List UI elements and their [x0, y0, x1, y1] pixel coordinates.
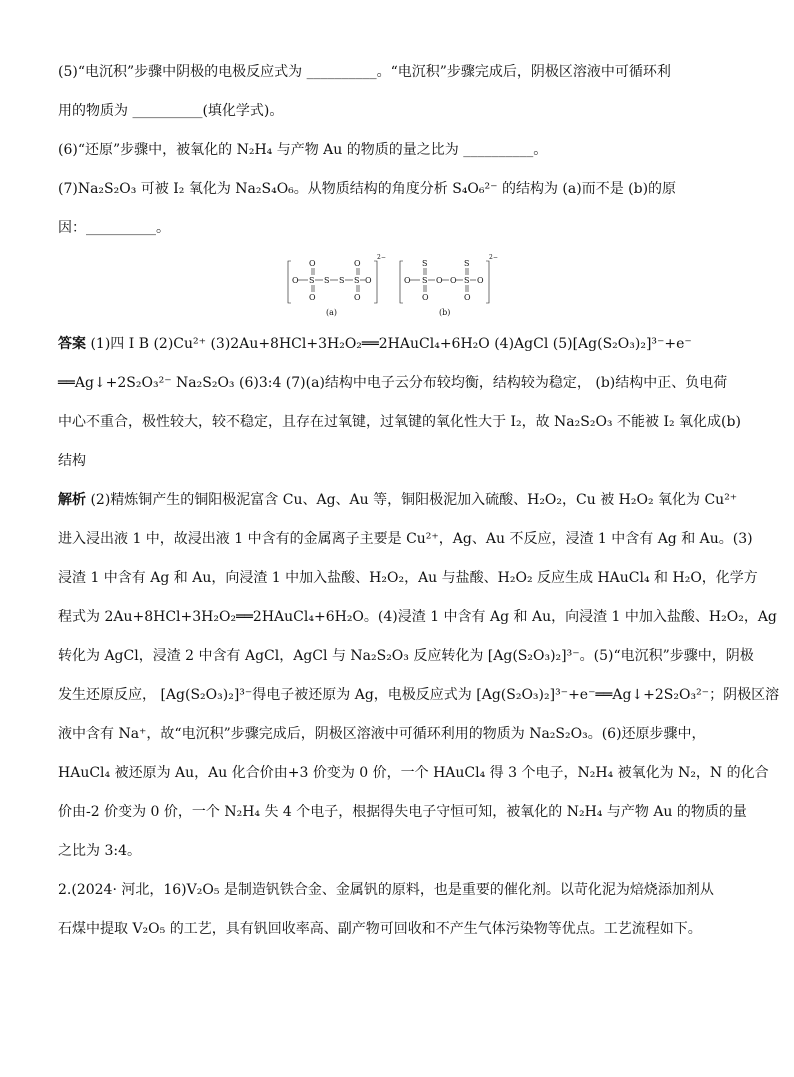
atom-s: S: [354, 276, 360, 285]
analysis-line-4: 程式为 2Au+8HCl+3H₂O₂══2HAuCl₄+6H₂O。(4)浸渣 1 中含有 Ag 和 Au，向浸渣 1 中加入盐酸、H₂O₂，Ag: [58, 609, 777, 625]
analysis-line-5: 转化为 AgCl，浸渣 2 中含有 AgCl，AgCl 与 Na₂S₂O₃ 反应转化为 [Ag(S₂O₃)₂]³⁻。(5)“电沉积”步骤中，阴极: [58, 648, 754, 664]
charge-a: 2−: [377, 254, 386, 261]
atom-s: S: [464, 259, 470, 268]
answer-text: (1)四 Ⅰ B (2)Cu²⁺ (3)2Au+8HCl+3H₂O₂══2HAuCl₄+6H₂O (4)AgCl (5)[Ag(S₂O₃)₂]³⁻+e⁻: [90, 336, 692, 352]
atom-s: S: [339, 276, 345, 285]
question-2-line-2: 石煤中提取 V₂O₅ 的工艺，具有钒回收率高、副产物可回收和不产生气体污染物等优点。工艺流程如下。: [58, 921, 702, 937]
answer-line-3: 中心不重合，极性较大，较不稳定，且存在过氧键，过氧键的氧化性大于 I₂，故 Na₂S₂O₃ 不能被 I₂ 氧化成(b): [58, 414, 741, 430]
atom-o: O: [477, 276, 484, 285]
structure-b: [400, 254, 498, 317]
atom-s: S: [422, 276, 428, 285]
atom-o: O: [354, 293, 361, 302]
atom-s: S: [324, 276, 330, 285]
analysis-line-9: 价由-2 价变为 0 价，一个 N₂H₄ 失 4 个电子，根据得失电子守恒可知，被氧化的 N₂H₄ 与产物 Au 的物质的量: [58, 804, 747, 820]
analysis-line-3: 浸渣 1 中含有 Ag 和 Au，向浸渣 1 中加入盐酸、H₂O₂，Au 与盐酸、H₂O₂ 反应生成 HAuCl₄ 和 H₂O，化学方: [58, 570, 758, 586]
structure-a: [288, 254, 386, 317]
question-7-line-1: (7)Na₂S₂O₃ 可被 I₂ 氧化为 Na₂S₄O₆。从物质结构的角度分析 S₄O₆²⁻ 的结构为 (a)而不是 (b)的原: [58, 181, 677, 197]
analysis-line-8: HAuCl₄ 被还原为 Au，Au 化合价由+3 价变为 0 价，一个 HAuCl₄ 得 3 个电子，N₂H₄ 被氧化为 N₂，N 的化合: [58, 765, 769, 781]
analysis-line-6: 发生还原反应， [Ag(S₂O₃)₂]³⁻得电子被还原为 Ag，电极反应式为 [Ag(S₂O₃)₂]³⁻+e⁻══Ag↓+2S₂O₃²⁻；阴极区溶: [58, 687, 780, 703]
structure-diagram: [285, 253, 510, 323]
question-6: (6)“还原”步骤中，被氧化的 N₂H₄ 与产物 Au 的物质的量之比为 __________。: [58, 142, 548, 158]
atom-o: O: [365, 276, 372, 285]
analysis-line-7: 液中含有 Na⁺，故“电沉积”步骤完成后，阴极区溶液中可循环利用的物质为 Na₂S₂O₃。(6)还原步骤中，: [58, 726, 706, 742]
answer-line-4: 结构: [58, 453, 86, 469]
answer-line-1: [58, 334, 754, 354]
answer-line-2: ══Ag↓+2S₂O₃²⁻ Na₂S₂O₃ (6)3:4 (7)(a)结构中电子云分布较均衡，结构较为稳定， (b)结构中正、负电荷: [58, 375, 728, 391]
atom-s: S: [422, 259, 428, 268]
atom-o: O: [309, 293, 316, 302]
charge-b: 2−: [489, 254, 498, 261]
atom-o: O: [292, 276, 299, 285]
question-5-line-1: (5)“电沉积”步骤中阴极的电极反应式为 __________。“电沉积”步骤完成后，阴极区溶液中可循环利: [58, 64, 671, 80]
analysis-line-2: 进入浸出液 1 中，故浸出液 1 中含有的金属离子主要是 Cu²⁺，Ag、Au 不反应，浸渣 1 中含有 Ag 和 Au。(3): [58, 531, 753, 547]
atom-o: O: [404, 276, 411, 285]
atom-o: O: [354, 259, 361, 268]
question-5-line-2: 用的物质为 __________(填化学式)。: [58, 103, 284, 119]
atom-o: O: [422, 293, 429, 302]
analysis-line-10: 之比为 3:4。: [58, 843, 141, 859]
question-7-line-2: 因：__________。: [58, 220, 170, 236]
atom-s: S: [309, 276, 315, 285]
analysis-label: 解析: [58, 492, 86, 508]
answer-label: 答案: [58, 336, 86, 352]
atom-o: O: [450, 276, 457, 285]
analysis-line-1: [58, 490, 754, 510]
atom-o: O: [309, 259, 316, 268]
atom-o: O: [464, 293, 471, 302]
label-b: (b): [439, 308, 451, 317]
atom-o: O: [436, 276, 443, 285]
question-2-line-1: 2.(2024· 河北，16)V₂O₅ 是制造钒铁合金、金属钒的原料，也是重要的催化剂。以苛化泥为焙烧添加剂从: [58, 882, 714, 898]
atom-s: S: [464, 276, 470, 285]
analysis-text: (2)精炼铜产生的铜阳极泥富含 Cu、Ag、Au 等，铜阳极泥加入硫酸、H₂O₂，Cu 被 H₂O₂ 氧化为 Cu²⁺: [90, 492, 738, 508]
label-a: (a): [326, 308, 338, 317]
